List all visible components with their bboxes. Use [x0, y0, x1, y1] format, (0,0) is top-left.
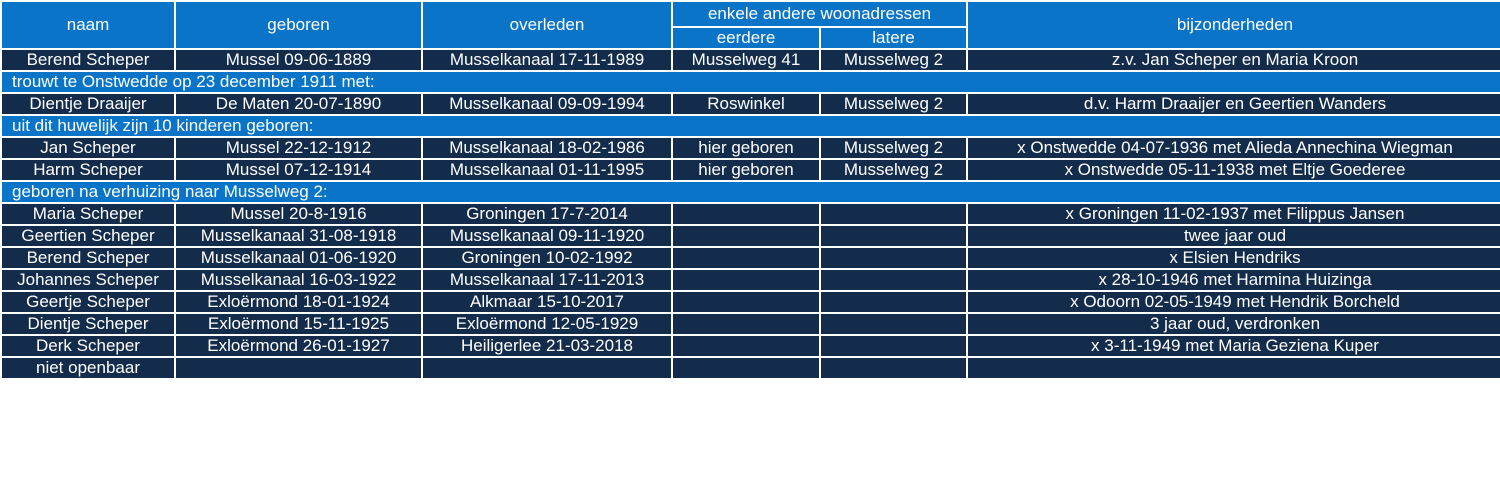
cell-eerdere [673, 292, 819, 312]
section-children: uit dit huwelijk zijn 10 kinderen geboren: [2, 116, 1500, 136]
cell-naam: Johannes Scheper [2, 270, 174, 290]
header-latere: latere [821, 28, 966, 48]
cell-latere [821, 336, 966, 356]
header-geboren: geboren [176, 2, 421, 48]
cell-bijzonderheden: 3 jaar oud, verdronken [968, 314, 1500, 334]
table-row [2, 314, 1500, 334]
table-row [2, 226, 1500, 246]
cell-geboren: De Maten 20-07-1890 [176, 94, 421, 114]
cell-eerdere: hier geboren [673, 160, 819, 180]
cell-bijzonderheden: x 3-11-1949 met Maria Geziena Kuper [968, 336, 1500, 356]
section-row [2, 116, 1500, 136]
cell-naam: Jan Scheper [2, 138, 174, 158]
cell-overleden: Musselkanaal 18-02-1986 [423, 138, 671, 158]
cell-naam: Dientje Draaijer [2, 94, 174, 114]
cell-geboren: Mussel 22-12-1912 [176, 138, 421, 158]
cell-latere: Musselweg 2 [821, 160, 966, 180]
cell-geboren: Mussel 20-8-1916 [176, 204, 421, 224]
table-row [2, 50, 1500, 70]
table-row [2, 270, 1500, 290]
section-after-move: geboren na verhuizing naar Musselweg 2: [2, 182, 1500, 202]
header-bijzonderheden: bijzonderheden [968, 2, 1500, 48]
cell-bijzonderheden: x Odoorn 02-05-1949 met Hendrik Borcheld [968, 292, 1500, 312]
cell-latere: Musselweg 2 [821, 50, 966, 70]
cell-naam: Harm Scheper [2, 160, 174, 180]
cell-overleden: Musselkanaal 09-09-1994 [423, 94, 671, 114]
table-row [2, 138, 1500, 158]
cell-naam: Berend Scheper [2, 50, 174, 70]
cell-geboren: Mussel 07-12-1914 [176, 160, 421, 180]
cell-naam: Geertje Scheper [2, 292, 174, 312]
cell-eerdere: Roswinkel [673, 94, 819, 114]
cell-eerdere [673, 226, 819, 246]
cell-geboren: Mussel 09-06-1889 [176, 50, 421, 70]
cell-eerdere [673, 204, 819, 224]
cell-latere [821, 292, 966, 312]
cell-latere [821, 358, 966, 378]
cell-naam: Dientje Scheper [2, 314, 174, 334]
table-row [2, 160, 1500, 180]
cell-bijzonderheden [968, 358, 1500, 378]
cell-latere: Musselweg 2 [821, 94, 966, 114]
table-row [2, 204, 1500, 224]
cell-overleden: Musselkanaal 17-11-1989 [423, 50, 671, 70]
section-row [2, 72, 1500, 92]
cell-latere: Musselweg 2 [821, 138, 966, 158]
cell-overleden: Musselkanaal 01-11-1995 [423, 160, 671, 180]
cell-naam: Geertien Scheper [2, 226, 174, 246]
table-row [2, 248, 1500, 268]
cell-bijzonderheden: x Onstwedde 05-11-1938 met Eltje Goederee [968, 160, 1500, 180]
cell-eerdere: hier geboren [673, 138, 819, 158]
header-overleden: overleden [423, 2, 671, 48]
cell-geboren: Musselkanaal 31-08-1918 [176, 226, 421, 246]
cell-overleden: Exloërmond 12-05-1929 [423, 314, 671, 334]
cell-geboren: Musselkanaal 01-06-1920 [176, 248, 421, 268]
cell-overleden: Groningen 17-7-2014 [423, 204, 671, 224]
table-row [2, 292, 1500, 312]
cell-bijzonderheden: z.v. Jan Scheper en Maria Kroon [968, 50, 1500, 70]
cell-overleden: Musselkanaal 09-11-1920 [423, 226, 671, 246]
cell-overleden: Heiligerlee 21-03-2018 [423, 336, 671, 356]
table-row [2, 358, 1500, 378]
cell-geboren: Musselkanaal 16-03-1922 [176, 270, 421, 290]
header-naam: naam [2, 2, 174, 48]
section-row [2, 182, 1500, 202]
cell-naam: Derk Scheper [2, 336, 174, 356]
cell-naam: niet openbaar [2, 358, 174, 378]
cell-eerdere [673, 336, 819, 356]
cell-eerdere: Musselweg 41 [673, 50, 819, 70]
header-row [2, 2, 1500, 26]
header-woonadressen: enkele andere woonadressen [673, 2, 966, 26]
cell-geboren [176, 358, 421, 378]
cell-bijzonderheden: x Onstwedde 04-07-1936 met Alieda Annechina Wiegman [968, 138, 1500, 158]
cell-eerdere [673, 314, 819, 334]
cell-eerdere [673, 358, 819, 378]
cell-geboren: Exloërmond 26-01-1927 [176, 336, 421, 356]
header-eerdere: eerdere [673, 28, 819, 48]
cell-overleden: Alkmaar 15-10-2017 [423, 292, 671, 312]
cell-latere [821, 314, 966, 334]
cell-bijzonderheden: x Groningen 11-02-1937 met Filippus Jansen [968, 204, 1500, 224]
cell-latere [821, 226, 966, 246]
cell-latere [821, 270, 966, 290]
cell-geboren: Exloërmond 18-01-1924 [176, 292, 421, 312]
cell-overleden [423, 358, 671, 378]
cell-geboren: Exloërmond 15-11-1925 [176, 314, 421, 334]
section-marriage: trouwt te Onstwedde op 23 december 1911 met: [2, 72, 1500, 92]
cell-latere [821, 248, 966, 268]
cell-latere [821, 204, 966, 224]
cell-bijzonderheden: twee jaar oud [968, 226, 1500, 246]
cell-overleden: Musselkanaal 17-11-2013 [423, 270, 671, 290]
cell-naam: Maria Scheper [2, 204, 174, 224]
cell-overleden: Groningen 10-02-1992 [423, 248, 671, 268]
cell-naam: Berend Scheper [2, 248, 174, 268]
cell-bijzonderheden: d.v. Harm Draaijer en Geertien Wanders [968, 94, 1500, 114]
table-row [2, 94, 1500, 114]
cell-eerdere [673, 270, 819, 290]
cell-bijzonderheden: x Elsien Hendriks [968, 248, 1500, 268]
cell-bijzonderheden: x 28-10-1946 met Harmina Huizinga [968, 270, 1500, 290]
table-row [2, 336, 1500, 356]
cell-eerdere [673, 248, 819, 268]
